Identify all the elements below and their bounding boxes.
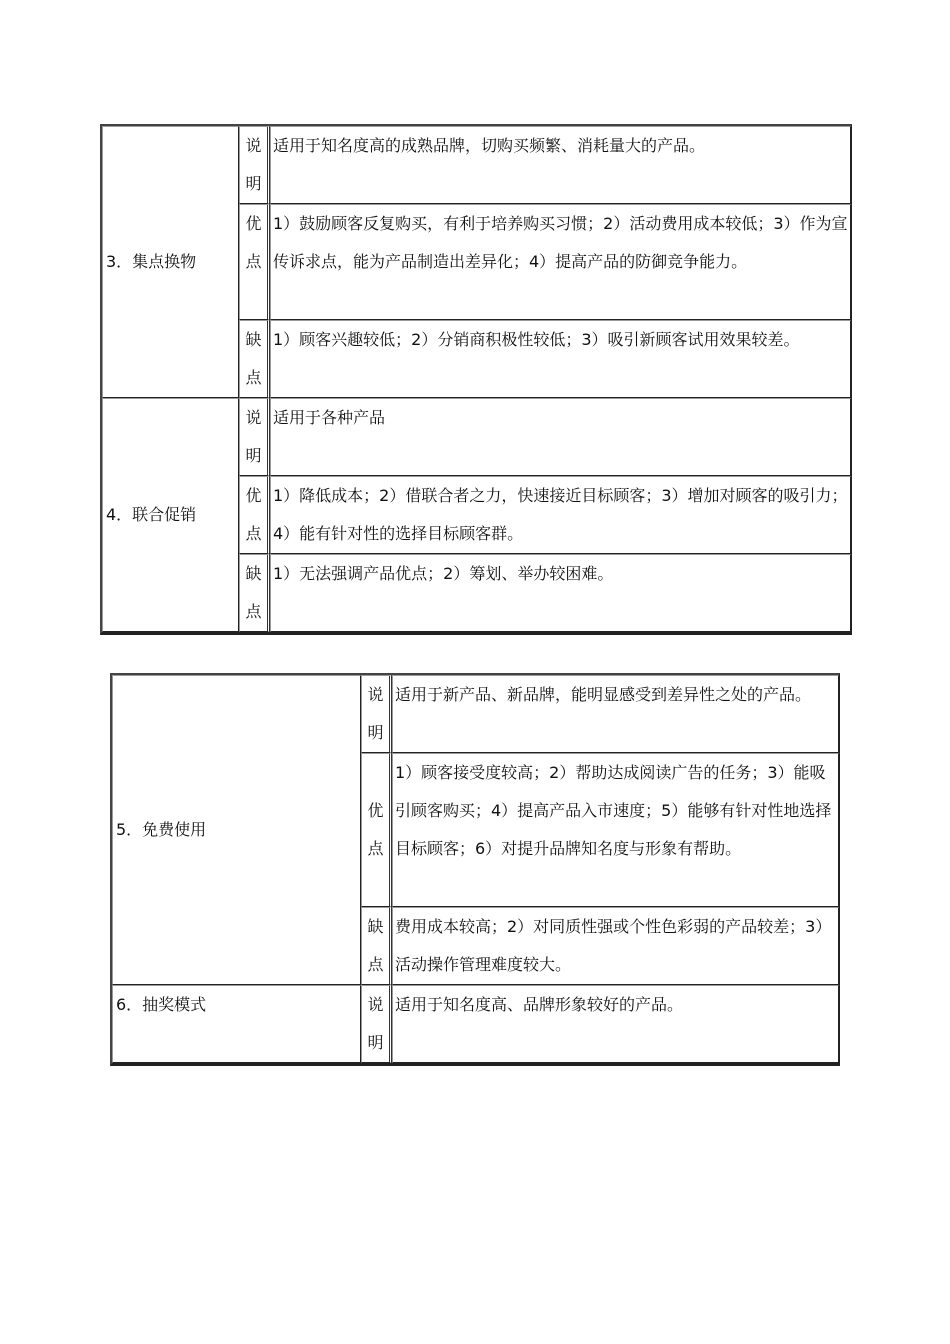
pros-text: 1）鼓励顾客反复购买，有利于培养购买习惯；2）活动费用成本较低；3）作为宣传诉求点，能为产品制造出差异化；4）提高产品的防御竞争能力。 xyxy=(270,204,851,320)
cons-label: 缺点 xyxy=(239,320,270,398)
pros-label: 优点 xyxy=(361,753,392,907)
pros-text: 1）降低成本；2）借联合者之力，快速接近目标顾客；3）增加对顾客的吸引力；4）能有针对性的选择目标顾客群。 xyxy=(270,476,851,554)
description-text: 适用于新产品、新品牌，能明显感受到差异性之处的产品。 xyxy=(392,675,839,753)
description-text: 适用于各种产品 xyxy=(270,398,851,476)
method-name-cell: 5．免费使用 xyxy=(112,675,361,985)
cons-label: 缺点 xyxy=(361,907,392,985)
method-name-cell: 6．抽奖模式 xyxy=(112,985,361,1063)
description-label: 说明 xyxy=(239,126,270,204)
description-text: 适用于知名度高的成熟品牌，切购买频繁、消耗量大的产品。 xyxy=(270,126,851,204)
pros-text: 1）顾客接受度较高；2）帮助达成阅读广告的任务；3）能吸引顾客购买；4）提高产品入市速度；5）能够有针对性地选择目标顾客；6）对提升品牌知名度与形象有帮助。 xyxy=(392,753,839,907)
description-text: 适用于知名度高、品牌形象较好的产品。 xyxy=(392,985,839,1063)
description-label: 说明 xyxy=(361,985,392,1063)
promotion-table-2 xyxy=(110,673,840,1066)
method-name-cell: 3．集点换物 xyxy=(102,126,239,398)
cons-text: 1）无法强调产品优点；2）筹划、举办较困难。 xyxy=(270,554,851,632)
pros-label: 优点 xyxy=(239,204,270,320)
cons-label: 缺点 xyxy=(239,554,270,632)
method-name-cell: 4．联合促销 xyxy=(102,398,239,632)
description-label: 说明 xyxy=(239,398,270,476)
promotion-table-1 xyxy=(100,124,852,635)
cons-text: 费用成本较高；2）对同质性强或个性色彩弱的产品较差；3）活动操作管理难度较大。 xyxy=(392,907,839,985)
pros-label: 优点 xyxy=(239,476,270,554)
description-label: 说明 xyxy=(361,675,392,753)
cons-text: 1）顾客兴趣较低；2）分销商积极性较低；3）吸引新顾客试用效果较差。 xyxy=(270,320,851,398)
